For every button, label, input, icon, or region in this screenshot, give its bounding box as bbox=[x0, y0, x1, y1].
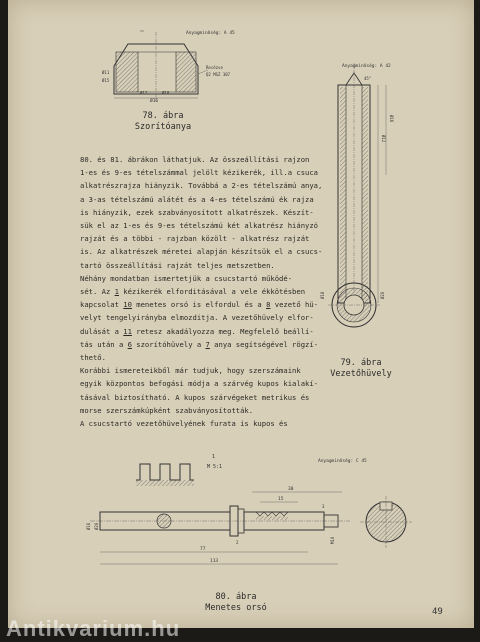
fig78-drawing bbox=[100, 22, 235, 104]
body-line bbox=[80, 219, 318, 232]
body-text-segment: sük el az 1-es és 9-es tételszámú két alkatrész hiányzó bbox=[80, 221, 318, 231]
fig80-dim-16: Ø16 bbox=[86, 522, 91, 530]
body-line bbox=[80, 338, 319, 351]
fig79-dim-20: Ø20 bbox=[380, 291, 385, 299]
body-text-segment: vezető hü- bbox=[270, 300, 319, 310]
body-line bbox=[80, 232, 310, 245]
body-line bbox=[80, 417, 306, 430]
body-text-segment: a 3-as tételszámú alátét és a 4-es tételszámú ék rajza bbox=[80, 194, 314, 204]
fig80-dim-M10: M10 bbox=[330, 536, 335, 544]
fig79-dim-18: Ø18 bbox=[320, 291, 325, 299]
body-line bbox=[80, 311, 314, 324]
item-number-ref: 1 bbox=[114, 287, 119, 297]
body-line bbox=[80, 206, 314, 219]
fig78-caption-title: Szorítóanya bbox=[134, 122, 192, 132]
body-text-segment: Néhány mondatban ismertetjük a csucstartó működé- bbox=[80, 273, 293, 283]
fig78-dim-15: Ø15 bbox=[102, 78, 110, 83]
fig78-dim-outer: Ø16 bbox=[150, 99, 159, 104]
fig79-caption bbox=[314, 358, 408, 380]
body-line bbox=[80, 272, 306, 285]
body-text-segment: tás után a bbox=[80, 339, 128, 349]
body-text-segment: szorítóhüvely a bbox=[131, 339, 206, 349]
body-text-segment: anya segítségével rögzí- bbox=[209, 339, 319, 349]
body-line bbox=[80, 166, 318, 179]
fig78-caption-number: 78. ábra bbox=[142, 111, 184, 121]
body-line bbox=[80, 179, 323, 192]
body-text-segment: kézikerék elforditásával a vele ékkötésben bbox=[118, 287, 306, 297]
fig80-drawing bbox=[60, 452, 432, 582]
fig78-label-material: Anyagminőség: A 45 bbox=[186, 31, 235, 36]
book-page bbox=[8, 0, 474, 628]
fig80-dim-15: 15 bbox=[278, 497, 284, 502]
body-line bbox=[80, 298, 319, 311]
body-text-segment: egyik központos befogási módja a szárvég kupos kialakí- bbox=[80, 379, 318, 389]
fig78-note-standard: Q2 MSZ 307 bbox=[206, 72, 231, 77]
item-number-ref: 7 bbox=[205, 339, 210, 349]
fig79-dim-12: Ø12 bbox=[381, 135, 386, 143]
body-line bbox=[80, 404, 306, 417]
fig78-dim-12: Ø12 bbox=[140, 90, 148, 96]
fig79-caption-number: 79. ábra bbox=[340, 358, 382, 368]
body-line bbox=[80, 364, 306, 377]
item-number-ref: 10 bbox=[123, 300, 132, 310]
fig80-caption-number: 80. ábra bbox=[215, 592, 257, 602]
fig80-dim-30: 30 bbox=[288, 487, 294, 492]
fig80-scale-tag: 1 bbox=[212, 454, 216, 460]
body-text-segment: is hiányzik, ezek szabványosított alkatrészek. Készít- bbox=[80, 207, 314, 217]
item-number-ref: 6 bbox=[127, 339, 132, 349]
fig80-dim-77: 77 bbox=[200, 547, 206, 552]
body-line bbox=[80, 285, 306, 298]
fig78-note-knurl: Recézve bbox=[206, 65, 223, 70]
fig80-label-material: Anyagminőség: C 45 bbox=[318, 459, 367, 464]
body-text-segment: dulását a bbox=[80, 326, 124, 336]
body-line bbox=[80, 193, 314, 206]
body-text-segment: 1-es és 9-es tételszámmal jelölt kézikerék, ill.a csuca bbox=[80, 168, 318, 178]
body-text-segment: Korábbi ismereteikből már tudjuk, hogy szerszámaink bbox=[80, 366, 301, 376]
fig79-dim-16: Ø16 bbox=[389, 115, 394, 123]
body-text-segment: tartó összeállítási rajzát teljes metszetben. bbox=[80, 260, 275, 270]
fig80-dim-113: 113 bbox=[210, 559, 219, 564]
fig79-caption-title: Vezetőhüvely bbox=[330, 369, 392, 379]
body-line bbox=[80, 325, 314, 338]
body-text-segment: alkatrészrajza hiányzik. Továbbá a 2-es tételszámú anya, bbox=[80, 181, 323, 191]
fig79-drawing bbox=[302, 55, 422, 363]
fig80-caption bbox=[186, 592, 286, 614]
fig78-dim-11: Ø11 bbox=[102, 70, 110, 75]
item-number-ref: 11 bbox=[123, 326, 132, 336]
fig78-dim-18: Ø18 bbox=[162, 90, 170, 96]
fig80-caption-title: Menetes orsó bbox=[205, 603, 267, 613]
body-line bbox=[80, 153, 310, 166]
body-text-segment: retesz akadályozza meg. Megfelelő beállí- bbox=[131, 326, 314, 336]
body-text-segment: rajzát és a többi - rajzban közölt - alkatrész rajzát bbox=[80, 234, 310, 244]
fig80-dim-3: 3 bbox=[322, 504, 325, 509]
fig80-scale: M 5:1 bbox=[207, 464, 223, 470]
body-line bbox=[80, 377, 318, 390]
body-text-segment: tásával biztosítható. A kupos szárvégeket metrikus és bbox=[80, 392, 310, 402]
fig80-dim-20: Ø20 bbox=[94, 522, 99, 530]
body-text-segment: A csucstartó vezetőhüvelyének furata is kupos és bbox=[80, 419, 288, 429]
body-text-segment: thető. bbox=[80, 353, 106, 363]
fig78-caption bbox=[118, 111, 208, 133]
fig79-angle: 45° bbox=[364, 76, 372, 81]
body-text-segment: morse szerszámkúpként szabványosították. bbox=[80, 405, 254, 415]
watermark-text: Antikvarium.hu bbox=[6, 616, 181, 641]
body-text-segment: velyt tengelyirányba elmozditja. A vezetőhüvely elfor- bbox=[80, 313, 314, 323]
body-line bbox=[80, 245, 323, 258]
fig79-label-material: Anyagminőség: A 42 bbox=[342, 64, 391, 69]
page-number: 49 bbox=[432, 607, 443, 617]
body-text-segment: kapcsolat bbox=[80, 300, 124, 310]
body-text-segment: sét. Az bbox=[80, 287, 115, 297]
body-text-segment: 80. és 81. ábrákon láthatjuk. Az összeállítási rajzon bbox=[80, 155, 310, 164]
body-text-segment: is. Az alkatrészek méretei alapján készítsük el a csucs- bbox=[80, 247, 323, 257]
body-line bbox=[80, 351, 306, 364]
fig80-dim-2: 2 bbox=[236, 540, 239, 545]
body-line bbox=[80, 391, 310, 404]
body-text-segment: menetes orsó is elfordul és a bbox=[131, 300, 267, 310]
item-number-ref: 8 bbox=[266, 300, 271, 310]
body-line bbox=[80, 259, 306, 272]
